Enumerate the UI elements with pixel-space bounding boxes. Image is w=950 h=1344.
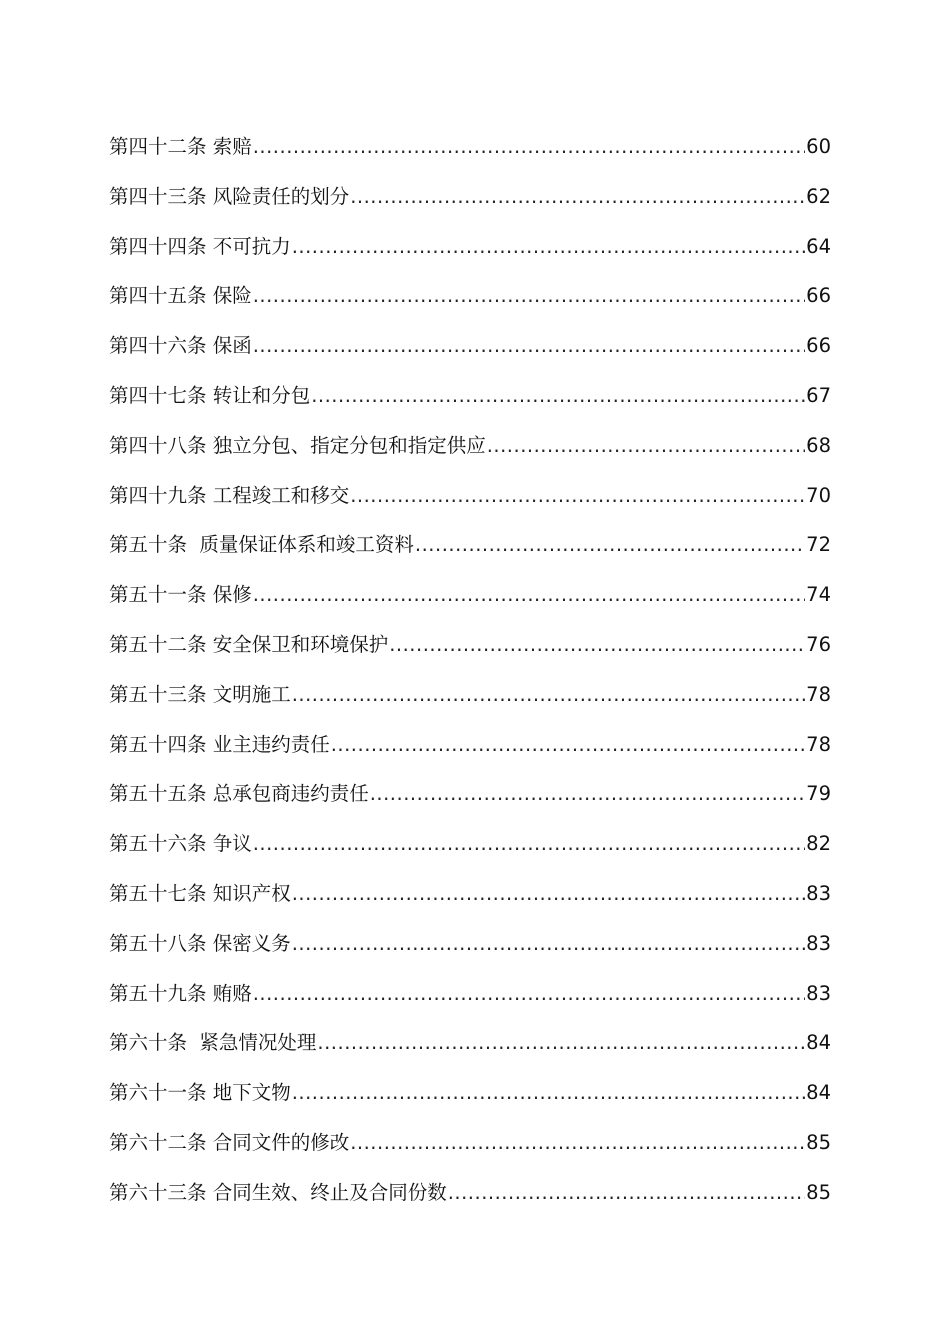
toc-entry-title: 第四十五条 保险 — [109, 284, 252, 308]
toc-entry-page-number: 60 — [806, 135, 831, 158]
toc-entry[interactable] — [109, 525, 831, 575]
toc-entry-title: 第四十七条 转让和分包 — [109, 383, 311, 407]
toc-entry-title: 第六十条 紧急情况处理 — [109, 1031, 317, 1055]
toc-entry-title: 第六十二条 合同文件的修改 — [109, 1130, 350, 1154]
toc-entry-title: 第四十四条 不可抗力 — [109, 234, 291, 258]
toc-entry-page-number: 79 — [806, 782, 831, 806]
toc-entry-title: 第五十一条 保修 — [109, 583, 252, 607]
toc-entry-page-number: 85 — [806, 1180, 831, 1204]
toc-entry-page-number: 83 — [806, 981, 831, 1005]
toc-entry-title: 第五十条 质量保证体系和竣工资料 — [109, 533, 414, 557]
toc-dot-leader — [292, 924, 805, 964]
toc-entry-title: 第五十二条 安全保卫和环境保护 — [109, 632, 389, 656]
toc-dot-leader — [331, 725, 805, 765]
toc-entry-title: 第五十七条 知识产权 — [109, 881, 291, 905]
toc-dot-leader — [317, 1023, 805, 1063]
toc-entry[interactable] — [109, 276, 831, 326]
toc-entry-title: 第五十九条 贿赂 — [109, 981, 252, 1005]
toc-dot-leader — [389, 625, 805, 665]
toc-entry[interactable] — [109, 725, 831, 775]
toc-entry-title: 第四十三条 风险责任的划分 — [109, 184, 350, 208]
toc-entry-title: 第六十三条 合同生效、终止及合同份数 — [109, 1180, 447, 1204]
toc-entry-page-number: 85 — [806, 1130, 831, 1154]
toc-entry[interactable] — [109, 326, 831, 376]
toc-entry[interactable] — [109, 1173, 831, 1223]
toc-entry[interactable] — [109, 1123, 831, 1173]
toc-dot-leader — [253, 974, 805, 1014]
toc-dot-leader — [311, 376, 805, 416]
toc-entry-page-number: 84 — [806, 1031, 831, 1055]
toc-entry-page-number: 78 — [806, 732, 831, 756]
toc-entry[interactable] — [109, 177, 831, 227]
toc-entry[interactable] — [109, 874, 831, 924]
toc-dot-leader — [253, 127, 805, 167]
toc-entry[interactable] — [109, 1073, 831, 1123]
toc-entry-page-number: 84 — [806, 1081, 831, 1105]
toc-entry-page-number: 64 — [806, 234, 831, 258]
toc-entry[interactable] — [109, 924, 831, 974]
toc-entry[interactable] — [109, 227, 831, 277]
toc-dot-leader — [415, 525, 805, 565]
toc-dot-leader — [292, 874, 805, 914]
toc-dot-leader — [253, 824, 805, 864]
toc-entry-title: 第五十六条 争议 — [109, 832, 252, 856]
toc-dot-leader — [448, 1173, 805, 1213]
toc-entry[interactable] — [109, 675, 831, 725]
toc-entry-page-number: 67 — [806, 383, 831, 407]
toc-entry-page-number: 82 — [806, 832, 831, 856]
toc-entry-page-number: 66 — [806, 334, 831, 358]
toc-dot-leader — [253, 575, 805, 615]
toc-dot-leader — [350, 1123, 805, 1163]
toc-entry-page-number: 62 — [806, 184, 831, 208]
toc-entry-title: 第五十三条 文明施工 — [109, 682, 291, 706]
toc-entry[interactable] — [109, 127, 831, 177]
toc-dot-leader — [350, 476, 805, 516]
toc-dot-leader — [253, 326, 805, 366]
toc-entry-page-number: 83 — [806, 881, 831, 905]
toc-entry-page-number: 66 — [806, 284, 831, 308]
toc-entry-title: 第四十九条 工程竣工和移交 — [109, 483, 350, 507]
toc-entry[interactable] — [109, 824, 831, 874]
toc-dot-leader — [292, 675, 805, 715]
toc-entry-title: 第四十二条 索赔 — [109, 135, 252, 158]
toc-dot-leader — [487, 426, 805, 466]
toc-entry[interactable] — [109, 1023, 831, 1073]
toc-entry[interactable] — [109, 575, 831, 625]
toc-entry-page-number: 78 — [806, 682, 831, 706]
toc-entry-page-number: 72 — [806, 533, 831, 557]
toc-dot-leader — [253, 276, 805, 316]
toc-entry[interactable] — [109, 426, 831, 476]
toc-entry-page-number: 76 — [806, 632, 831, 656]
toc-entry[interactable] — [109, 376, 831, 426]
toc-entry-title: 第五十四条 业主违约责任 — [109, 732, 330, 756]
toc-entry-title: 第五十五条 总承包商违约责任 — [109, 782, 369, 806]
toc-entry-page-number: 83 — [806, 931, 831, 955]
toc-entry-title: 第五十八条 保密义务 — [109, 931, 291, 955]
toc-entry-title: 第四十六条 保函 — [109, 334, 252, 358]
toc-entry-page-number: 74 — [806, 583, 831, 607]
toc-entry[interactable] — [109, 625, 831, 675]
toc-dot-leader — [350, 177, 805, 217]
toc-entry-page-number: 68 — [806, 433, 831, 457]
toc-entry-title: 第四十八条 独立分包、指定分包和指定供应 — [109, 433, 486, 457]
toc-entry[interactable] — [109, 774, 831, 824]
toc-dot-leader — [292, 1073, 805, 1113]
toc-dot-leader — [292, 227, 805, 267]
toc-entry-title: 第六十一条 地下文物 — [109, 1081, 291, 1105]
table-of-contents — [109, 127, 831, 1223]
toc-entry[interactable] — [109, 974, 831, 1024]
toc-entry[interactable] — [109, 476, 831, 526]
toc-entry-page-number: 70 — [806, 483, 831, 507]
toc-dot-leader — [370, 774, 805, 814]
